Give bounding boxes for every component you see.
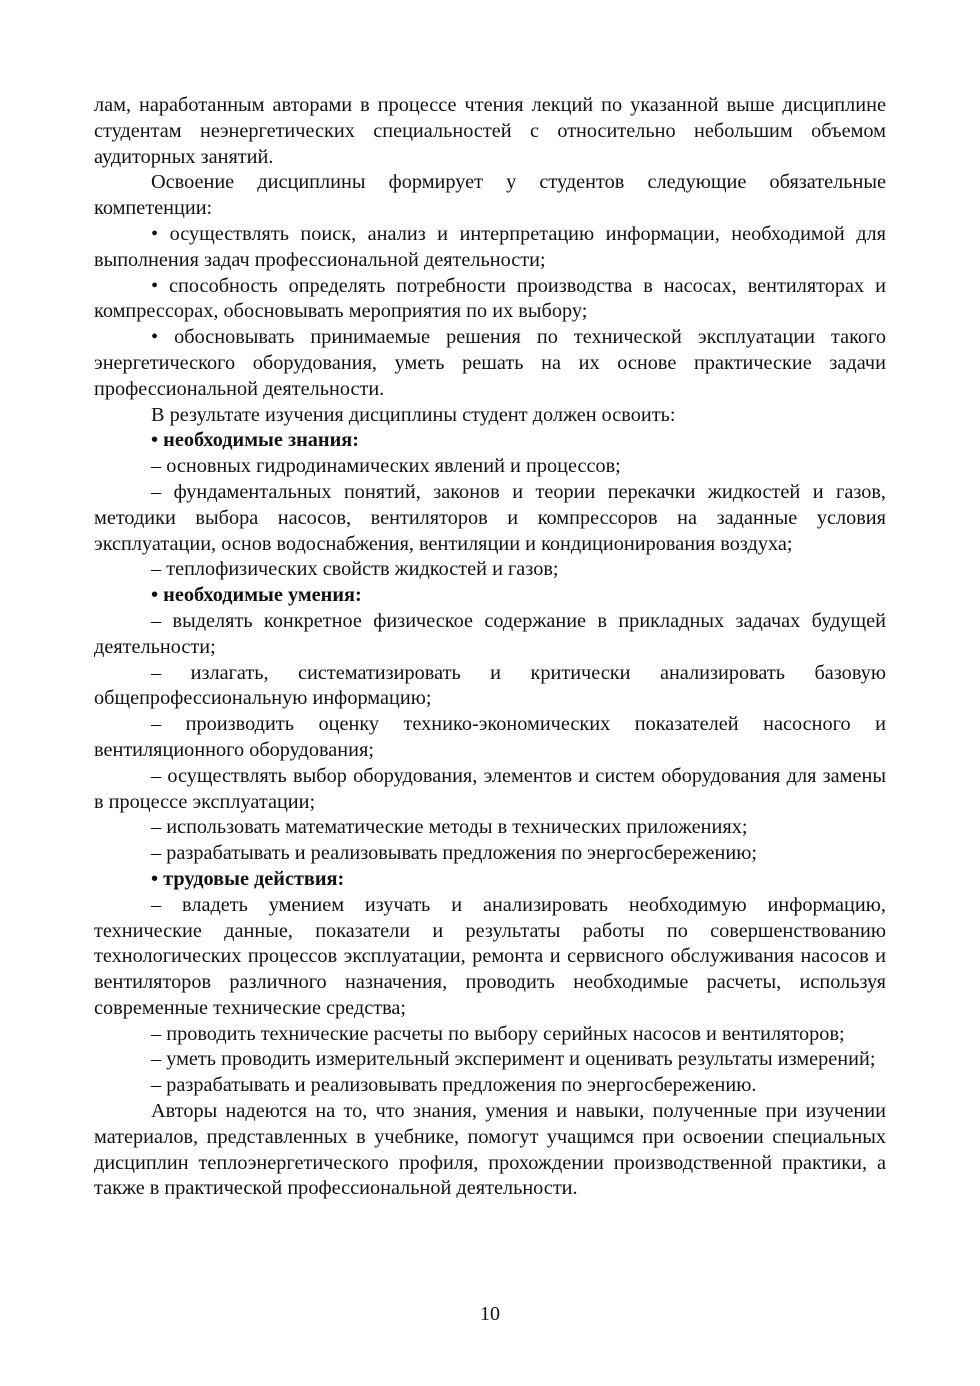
heading-labor-actions: • трудовые действия:	[151, 867, 345, 890]
list-item-competency: • осуществлять поиск, анализ и интерпретацию информации, необходимой для выполнения задач профессиональной деятельности;	[94, 222, 886, 271]
list-item-skill: – излагать, систематизировать и критически анализировать базовую общепрофессиональную информацию;	[94, 661, 886, 710]
list-item-labor-action: – разрабатывать и реализовывать предложения по энергосбережению.	[151, 1074, 757, 1097]
list-item-labor-action: – уметь проводить измерительный эксперимент и оценивать результаты измерений;	[151, 1048, 876, 1071]
page-number: 10	[480, 1303, 500, 1325]
list-item-competency: • способность определять потребности производства в насосах, вентиляторах и компрессорах, обосновывать мероприятия по их выбору;	[94, 274, 886, 323]
list-item-skill: – использовать математические методы в технических приложениях;	[151, 816, 748, 839]
list-item-labor-action: – проводить технические расчеты по выбору серийных насосов и вентиляторов;	[151, 1022, 845, 1045]
list-item-knowledge: – теплофизических свойств жидкостей и газов;	[151, 558, 559, 581]
list-item-skill: – разрабатывать и реализовывать предложения по энергосбережению;	[151, 842, 757, 865]
paragraph-learning-outcomes-intro: В результате изучения дисциплины студент должен освоить:	[151, 403, 676, 426]
heading-required-knowledge: • необходимые знания:	[151, 429, 360, 452]
list-item-knowledge: – фундаментальных понятий, законов и теории перекачки жидкостей и газов, методики выбора насосов, вентиляторов и компрессоров на заданные условия эксплуатации, основ водоснабжения, вентиляции и кондиционирования воздуха;	[94, 480, 886, 555]
list-item-knowledge: – основных гидродинамических явлений и процессов;	[151, 455, 621, 478]
paragraph-intro-continuation: лам, наработанным авторами в процессе чтения лекций по указанной выше дисциплине студентам неэнергетических специальностей с относительно небольшим объемом аудиторных занятий.	[94, 94, 886, 168]
list-item-skill: – выделять конкретное физическое содержание в прикладных задачах будущей деятельности;	[94, 609, 886, 658]
list-item-skill: – производить оценку технико-экономических показателей насосного и вентиляционного оборудования;	[94, 713, 886, 761]
list-item-labor-action: – владеть умением изучать и анализировать необходимую информацию, технические данные, показатели и результаты работы по совершенствованию технологических процессов эксплуатации, ремонта и сервисного обслуживания насосов и вентиляторов различного назначения, проводить необходимые расчеты, используя современные технические средства;	[94, 893, 886, 1019]
page-body	[94, 93, 886, 1202]
list-item-competency: • обосновывать принимаемые решения по технической эксплуатации такого энергетического оборудования, уметь решать на их основе практические задачи профессиональной деятельности.	[94, 326, 886, 400]
heading-required-skills: • необходимые умения:	[151, 584, 362, 607]
paragraph-competencies-intro: Освоение дисциплины формирует у студентов следующие обязательные компетенции:	[94, 171, 886, 220]
paragraph-authors-conclusion: Авторы надеются на то, что знания, умения и навыки, полученные при изучении материалов, представленных в учебнике, помогут учащимся при освоении специальных дисциплин теплоэнергетического профиля, прохождении производственной практики, а также в практической профессиональной деятельности.	[94, 1100, 886, 1200]
list-item-skill: – осуществлять выбор оборудования, элементов и систем оборудования для замены в процессе эксплуатации;	[94, 764, 886, 813]
